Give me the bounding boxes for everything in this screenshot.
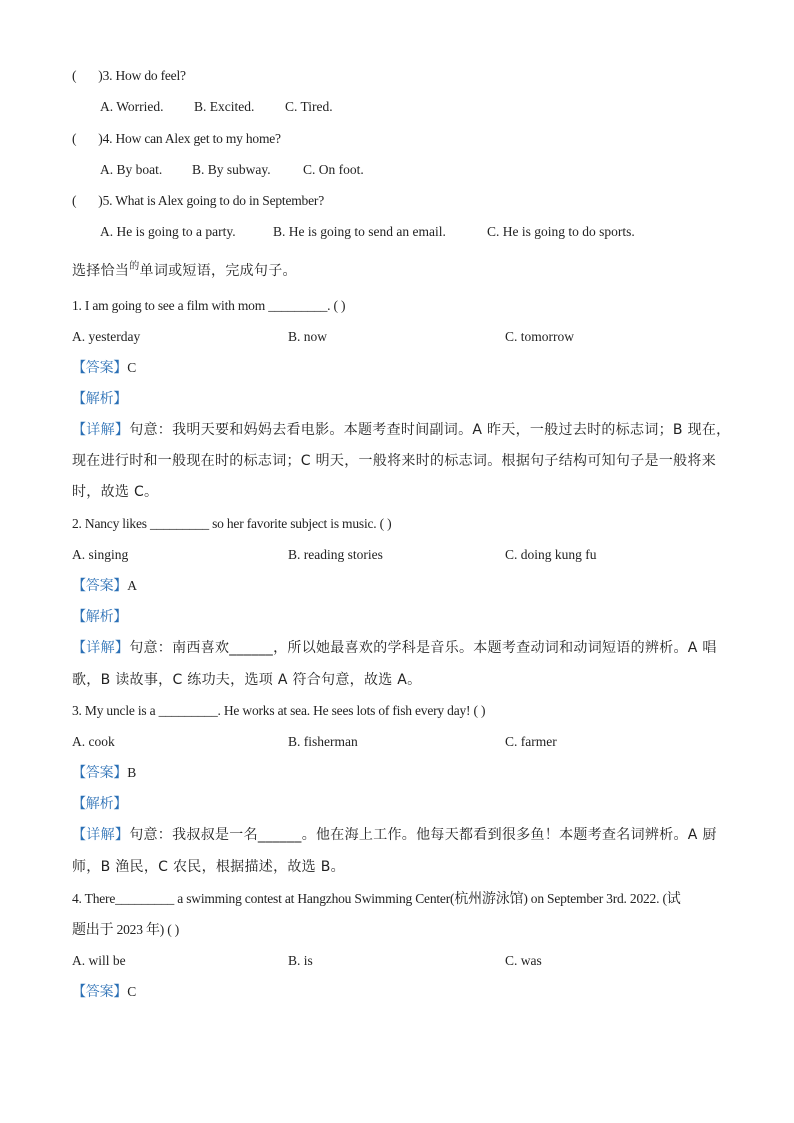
question-3-stem: 3. My uncle is a _________. He works at sea. He sees lots of fish every day! ( ) xyxy=(72,703,486,718)
stem-cjk: 年 xyxy=(145,922,160,938)
detail-label: 【详解】 xyxy=(72,827,130,843)
question-3-detail-line-1 xyxy=(72,826,717,844)
q3-option-c: C. Tired. xyxy=(285,99,333,114)
section-title xyxy=(72,262,297,282)
question-3-answer xyxy=(72,764,136,782)
question-3-detail-line-2: 师，B 渔民，C 农民，根据描述，故选 B。 xyxy=(72,859,345,875)
stem-cjk: 题出于 xyxy=(72,922,114,938)
stem-part: ) on September 3rd. 2022. ( xyxy=(523,891,667,906)
question-1-analysis xyxy=(72,390,127,408)
answer-label: 【答案】 xyxy=(72,360,128,376)
question-2-detail-line-2: 歌，B 读故事，C 练功夫，选项 A 符合句意，故选 A。 xyxy=(72,672,422,688)
question-2-answer xyxy=(72,577,137,595)
q5-option-c: C. He is going to do sports. xyxy=(487,224,635,239)
answer-label: 【答案】 xyxy=(72,984,128,1000)
q5-text: )5. What is Alex going to do in September? xyxy=(98,193,324,208)
answer-value: C xyxy=(127,984,137,999)
question-4-answer xyxy=(72,983,136,1001)
question-1-option-c: C. tomorrow xyxy=(505,329,574,344)
question-4-stem-line-1 xyxy=(72,890,681,908)
q5-option-b: B. He is going to send an email. xyxy=(273,224,446,239)
question-3-option-b: B. fisherman xyxy=(288,734,358,749)
question-4-stem-line-2 xyxy=(72,921,179,939)
question-1-option-b: B. now xyxy=(288,329,328,344)
question-4-option-a: A. will be xyxy=(72,953,126,968)
answer-label: 【答案】 xyxy=(72,765,128,781)
question-1-answer xyxy=(72,359,136,377)
q3-text: )3. How do feel? xyxy=(98,68,186,83)
section-title-part1: 选择恰当 xyxy=(72,263,130,279)
question-2-analysis xyxy=(72,608,127,626)
question-2-option-b: B. reading stories xyxy=(288,547,383,562)
q3-stem xyxy=(72,67,186,85)
q5-paren: ( xyxy=(72,193,77,208)
question-1-detail-line-2: 现在进行时和一般现在时的标志词；C 明天，一般将来时的标志词。根据句子结构可知句子是一般将来 xyxy=(72,453,717,469)
stem-cjk: 杭州游泳馆 xyxy=(454,891,524,907)
answer-value: A xyxy=(127,578,137,593)
detail-text: 句意：我明天要和妈妈去看电影。本题考查时间副词。A 昨天，一般过去时的标志词；B 现在， xyxy=(129,422,731,438)
stem-part: 4. There_________ a swimming contest at Hangzhou Swimming Center( xyxy=(72,891,455,906)
q4-paren: ( xyxy=(72,131,77,146)
stem-part: 2023 xyxy=(113,922,146,937)
stem-cjk: 试 xyxy=(666,891,681,907)
question-2-option-c: C. doing kung fu xyxy=(505,547,597,562)
question-2-stem: 2. Nancy likes _________ so her favorite subject is music. ( ) xyxy=(72,516,392,531)
detail-label: 【详解】 xyxy=(72,640,130,656)
question-2-detail-line-1 xyxy=(72,639,717,657)
q5-option-a: A. He is going to a party. xyxy=(100,224,236,239)
detail-text: 句意：我叔叔是一名______。他在海上工作。他每天都看到很多鱼！本题考查名词辨析。A 厨 xyxy=(129,827,717,843)
section-title-de: 的 xyxy=(129,261,140,272)
question-3-analysis xyxy=(72,795,127,813)
q4-option-a: A. By boat. xyxy=(100,162,163,177)
answer-value: B xyxy=(127,765,137,780)
q3-option-b: B. Excited. xyxy=(194,99,255,114)
question-3-option-a: A. cook xyxy=(72,734,115,749)
analysis-label: 【解析】 xyxy=(72,609,128,625)
question-3-option-c: C. farmer xyxy=(505,734,557,749)
q4-option-c: C. On foot. xyxy=(303,162,364,177)
q3-option-a: A. Worried. xyxy=(100,99,164,114)
q4-option-b: B. By subway. xyxy=(192,162,271,177)
q5-stem xyxy=(72,192,324,210)
detail-label: 【详解】 xyxy=(72,422,130,438)
section-title-part2: 单词或短语，完成句子。 xyxy=(139,263,297,279)
q4-stem xyxy=(72,130,281,148)
question-4-option-c: C. was xyxy=(505,953,542,968)
analysis-label: 【解析】 xyxy=(72,796,128,812)
question-1-option-a: A. yesterday xyxy=(72,329,141,344)
question-1-detail-line-1 xyxy=(72,421,730,439)
q4-text: )4. How can Alex get to my home? xyxy=(98,131,281,146)
question-2-option-a: A. singing xyxy=(72,547,129,562)
question-1-stem: 1. I am going to see a film with mom _________. ( ) xyxy=(72,298,346,313)
answer-label: 【答案】 xyxy=(72,578,128,594)
answer-value: C xyxy=(127,360,137,375)
analysis-label: 【解析】 xyxy=(72,391,128,407)
question-4-option-b: B. is xyxy=(288,953,313,968)
stem-part: ) ( ) xyxy=(159,922,180,937)
q3-paren: ( xyxy=(72,68,77,83)
question-1-detail-line-3: 时，故选 C。 xyxy=(72,484,159,500)
detail-text: 句意：南西喜欢______，所以她最喜欢的学科是音乐。本题考查动词和动词短语的辨析。A 唱 xyxy=(129,640,717,656)
